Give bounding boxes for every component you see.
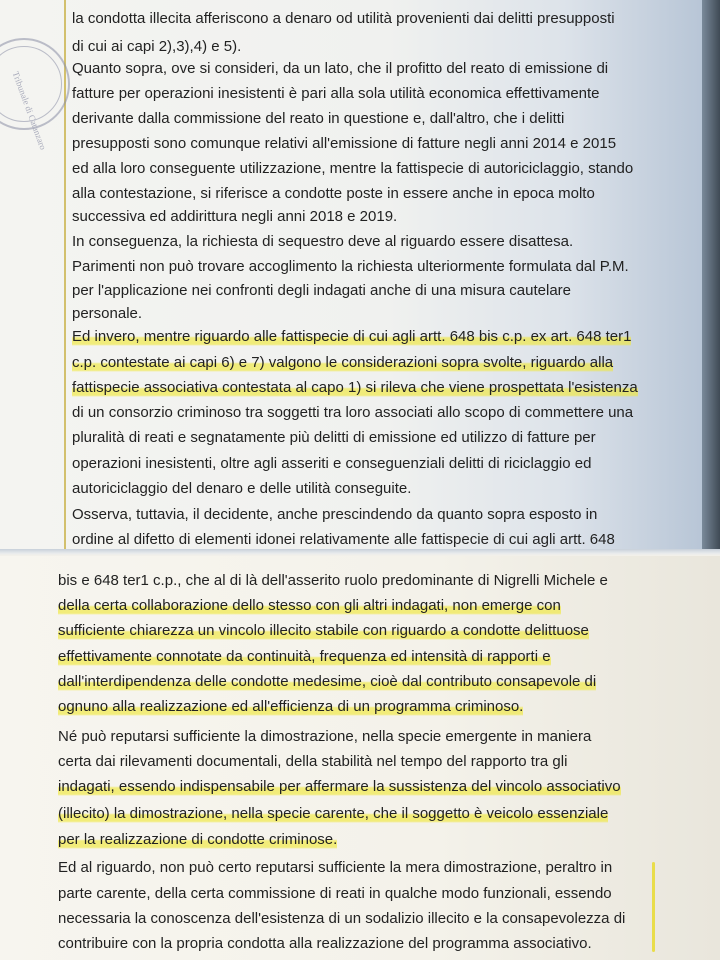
text-line: (illecito) la dimostrazione, nella specie carente, che il soggetto è veicolo essenziale bbox=[58, 805, 609, 822]
text-line: fatture per operazioni inesistenti è pari alla sola utilità economica effettivamente bbox=[72, 85, 600, 102]
text-line: presupposti sono comunque relativi all'emissione di fatture negli anni 2014 e 2015 bbox=[72, 135, 617, 152]
text-line: di cui ai capi 2),3),4) e 5). bbox=[72, 38, 242, 55]
text-line: In conseguenza, la richiesta di sequestro deve al riguardo essere disattesa. bbox=[72, 233, 574, 250]
court-stamp-text: Tribunale di Catanzaro bbox=[10, 70, 49, 152]
text-line: ordine al difetto di elementi idonei relativamente alle fattispecie di cui agli artt. 648 bbox=[72, 531, 615, 548]
text-line: successiva ed addirittura negli anni 2018 e 2019. bbox=[72, 208, 398, 225]
text-line: Osserva, tuttavia, il decidente, anche prescindendo da quanto sopra esposto in bbox=[72, 506, 598, 523]
text-line: della certa collaborazione dello stesso con gli altri indagati, non emerge con bbox=[58, 597, 561, 614]
text-line: alla contestazione, si riferisce a condotte poste in essere anche in epoca molto bbox=[72, 185, 595, 202]
text-line: bis e 648 ter1 c.p., che al di là dell'asserito ruolo predominante di Nigrelli Michele e bbox=[58, 572, 608, 589]
text-line: fattispecie associativa contestata al capo 1) si rileva che viene prospettata l'esistenza bbox=[72, 379, 638, 396]
margin-highlight-mark bbox=[652, 862, 655, 952]
text-line: derivante dalla commissione del reato in questione e, dall'altro, che i delitti bbox=[72, 110, 565, 127]
court-stamp bbox=[0, 38, 70, 152]
text-line: sufficiente chiarezza un vincolo illecito stabile con riguardo a condotte delittuose bbox=[58, 622, 589, 639]
text-line: la condotta illecita afferiscono a denaro od utilità provenienti dai delitti presupposti bbox=[72, 10, 615, 27]
text-line: Ed al riguardo, non può certo reputarsi sufficiente la mera dimostrazione, peraltro in bbox=[58, 859, 613, 876]
text-line: Parimenti non può trovare accoglimento la richiesta ulteriormente formulata dal P.M. bbox=[72, 258, 629, 275]
text-line: ognuno alla realizzazione ed all'efficienza di un programma criminoso. bbox=[58, 698, 524, 715]
text-line: dall'interdipendenza delle condotte medesime, cioè dal contributo consapevole di bbox=[58, 673, 597, 690]
text-line: pluralità di reati e segnatamente più delitti di emissione ed utilizzo di fatture per bbox=[72, 429, 596, 446]
text-line: per l'applicazione nei confronti degli indagati anche di una misura cautelare bbox=[72, 282, 572, 299]
text-line: ed alla loro conseguente utilizzazione, mentre la fattispecie di autoriciclaggio, stando bbox=[72, 160, 634, 177]
text-line: autoriciclaggio del denaro e delle utilità conseguite. bbox=[72, 480, 412, 497]
text-line: operazioni inesistenti, oltre agli asseriti e conseguenziali delitti di riciclaggio ed bbox=[72, 455, 592, 472]
text-line: parte carente, della certa commissione di reati in qualche modo funzionali, essendo bbox=[58, 885, 612, 902]
text-line: Né può reputarsi sufficiente la dimostrazione, nella specie emergente in maniera bbox=[58, 728, 592, 745]
text-line: Quanto sopra, ove si consideri, da un lato, che il profitto del reato di emissione di bbox=[72, 60, 609, 77]
text-line: c.p. contestate ai capi 6) e 7) valgono le considerazioni sopra svolte, riguardo alla bbox=[72, 354, 614, 371]
text-line: Ed invero, mentre riguardo alle fattispecie di cui agli artt. 648 bis c.p. ex art. 648 ter1 bbox=[72, 328, 632, 345]
text-line: personale. bbox=[72, 305, 143, 322]
text-line: effettivamente connotate da continuità, frequenza ed intensità di rapporti e bbox=[58, 648, 551, 665]
text-line: certa dai rilevamenti documentali, della stabilità nel tempo del rapporto tra gli bbox=[58, 753, 568, 770]
page-edge-shadow bbox=[702, 0, 720, 552]
text-line: indagati, essendo indispensabile per affermare la sussistenza del vincolo associativo bbox=[58, 778, 621, 795]
page-fold bbox=[0, 549, 720, 556]
text-line: necessaria la conoscenza dell'esistenza di un sodalizio illecito e la consapevolezza di bbox=[58, 910, 626, 927]
text-line: contribuire con la propria condotta alla realizzazione del programma associativo. bbox=[58, 935, 592, 952]
text-line: per la realizzazione di condotte criminose. bbox=[58, 831, 338, 848]
text-line: di un consorzio criminoso tra soggetti tra loro associati allo scopo di commettere una bbox=[72, 404, 634, 421]
